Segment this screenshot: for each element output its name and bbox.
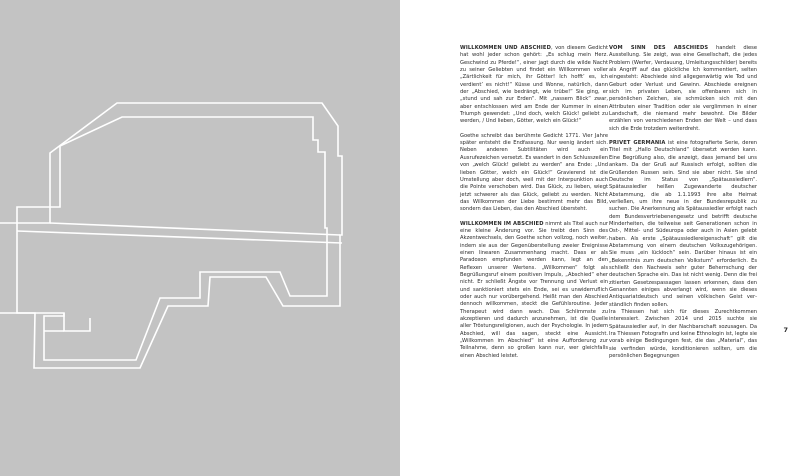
paragraph: Goethe schreibt das berühmte Gedicht 1771. Vier Jahre später entsteht die Endfassung. Nur wenig ändert sich. Neben anderen Subtilitäten wird auch ein Ausrufezeichen versetzt. Es wandert in den Schlusszeilen von „welch Glück! geliebt zu werden“ ans Ende: „Und lieben Götter, welch ein Glück!“ Gravierend ist die Umstellung aber doch, weil mit der Interpunktion auch die Pointe verschoben wird. Das Glück, zu lieben, wiegt jetzt schwerer als das Glück, geliebt zu werden. Nicht das Willkommen der Liebe bestimmt mehr das Bild, sondern das Lieben, das den Abschied übersteht. [460, 132, 608, 213]
floor-plan-outline-outer [0, 103, 342, 368]
paragraph-text: , von diesem Gedicht hat wohl jeder schon gehört: „Es schlug mein Herz. Geschwind zu Pferde!“, einer jagt durch die wilde Nacht zu seiner Geliebten und findet ein Willkommen voller „Zärtlichkeit für mich, ihr Götter! Ich hofft’ es, ich verdient’ es nicht!“ Küsse und Wonne, natürlich, dann der „Abschied, wie bedrängt, wie trübe!“ Sie ging, er „stund und sah zur Erden“. Mit „nassem Blick“ zwar, aber entschlossen wird am Ende der Kummer in einen Triumph gewendet: „Und doch, welch Glück! geliebt zu werden, / Und lieben, Götter, welch ein Glück!“ [460, 45, 608, 125]
paragraph: Ira Thiessen hat sich für dieses Zurechtkommen interessiert. Zwischen 2014 und 2015 suchte sie Spätaussiedler auf, in der Nachbarschaft sozusagen. Da Ira Thiessen Fotografin und keine Ethnologin ist, legte sie vorab einige Bedingungen fest, die das „Material“, das sie verfinden würde, konditionieren sollten, um die persönlichen Begegnungen [609, 309, 757, 360]
paragraph-text: nimmt als Titel auch nur eine kleine Änderung vor. Sie treibt den Sinn des Akzentwechsels, den Goethe schon vollzog, noch weiter, indem sie aus der Gegenüberstellung zweier Ereignisse einen linearen Zusammenhang macht. Dass er als Paradoxon empfunden werden kann, legt an den Reflexen unserer Wertens. „Willkommen“ folgt als Begrüßungsruf einem positiven Impuls, „Abschied“ eher nicht. Er schließt Ängste vor Trennung und Verlust ein und sanktioniert stets ein Ende, sei es unwiderruflich oder auch nur vorübergehend. Heißt man den Abschied dennoch willkommen, steckt die Gefühlsroutine. Jeder Therapeut wird dann wach. Das Schlimmste zu akzeptieren und dadurch anzunehmen, ist die Quelle aller Tröstungsreligionen, auch der Psychologie. In jedem Abschied, will das sagen, steckt eine Aussicht. „Willkommen im Abschied“ ist eine Aufforderung zur Teilnahme, denn so großen kann nur, wer gleichfalls einen Abschied leistet. [460, 220, 608, 359]
text-column-right [609, 45, 757, 367]
section-heading: WILLKOMMEN IM ABSCHIED [460, 220, 544, 227]
paragraph-text: ist eine fotografierte Serie, deren Titel mit „Hallo Deutschland“ übersetzt werden kann. Eine Begrüßung also, die anzeigt, dass jemand bei uns ankam. Da der Gruß auf Russisch erfolgt, sollten die Grüßenden Russen sein. Sind sie aber nicht. Sie sind Deutsche im Status von „Spätaussiedlern“. Spätaussiedler heißen Zugewanderte deutscher Abstammung, die ab 1.1.1993 ihre alte Heimat verließen, um ihre neue in der Bundesrepublik zu suchen. Die Anerkennung als Spätaussiedler erfolgt nach dem Bundesvertriebenengesetz und betrifft deutsche Minderheiten, die teilweise seit Generationen schon in Ost-, Mittel- und Südeuropa oder auch in Asien gelebt haben. Als erste „Spätaussiedlereigenschaft“ gilt die Abstammung von einem deutschen Volkszugehörigen. Sie muss „ein lückloch“ sein. Darüber hinaus ist ein „Bekenntnis zum deutschen Volkstum“ erforderlich. Es schließt den Nachweis sehr guter Beherrschung der deutschen Sprache ein. Das ist nicht wenig. Denn die frei zitierten Gesetzespassagen lassen erkennen, dass den Genannten einiges abverlangt wird, wenn sie dieses Antiquariatdeutsch und seinen völkischen Geist verständlich finden sollen. [609, 140, 758, 308]
floor-plan-leg [64, 313, 90, 331]
section-heading: WILLKOMMEN UND ABSCHIED [460, 45, 552, 51]
paragraph-text: handelt diese Ausstellung. Sie zeigt, was eine Gesellschaft, die jedes Problem (Werfer, Verdauung, Umleitungsschilder) bereits als Angriff auf das glückliche Ich kommentiert, selten eingesteht: Abschiede sind allgegenwärtig wie Tod und Geburt oder Verlust und Gewinn. Abschiede ereignen sich im privaten Leben, sie offenbaren sich in persönlichen Zeichen, sie schmücken sich mit den Attributen einer Tradition oder sie verglimmen in einer Landschaft, die niemand mehr bewohnt. Die Bilder erzählen von verschiedenen Enden der Welt – und dass sich die Erde trotzdem weiterdreht. [609, 45, 758, 132]
paragraph [609, 45, 757, 133]
section-heading: PRIVET GERMANIA [609, 140, 666, 147]
paragraph [460, 45, 608, 126]
text-column-left [460, 45, 608, 367]
page-number: 7 [783, 326, 788, 334]
text-page [400, 0, 800, 476]
paragraph [609, 140, 757, 309]
paragraph [460, 221, 608, 361]
section-heading: VOM SINN DES ABSCHIEDS [609, 45, 709, 51]
